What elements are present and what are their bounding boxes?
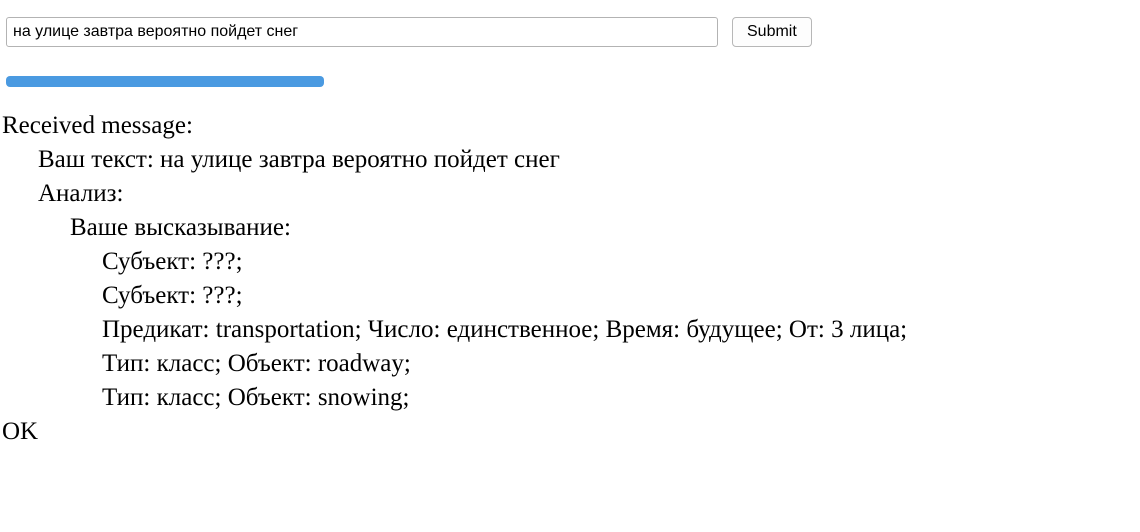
result-line: Ваше высказывание: xyxy=(70,214,291,241)
result-line: Субъект: ???; xyxy=(102,248,243,275)
results-heading: Received message: xyxy=(2,112,193,139)
result-line: Ваш текст: на улице завтра вероятно пойдет снег xyxy=(38,146,560,173)
result-line: Тип: класс; Объект: roadway; xyxy=(102,350,411,377)
result-line: Тип: класс; Объект: snowing; xyxy=(102,384,410,411)
result-line: Субъект: ???; xyxy=(102,282,243,309)
results-panel xyxy=(0,109,1140,449)
submit-button[interactable]: Submit xyxy=(732,17,812,47)
message-input[interactable] xyxy=(6,17,718,47)
progress-bar-track xyxy=(6,76,324,87)
status-text: OK xyxy=(2,418,39,445)
result-line: Анализ: xyxy=(38,180,124,207)
result-line: Предикат: transportation; Число: единственное; Время: будущее; От: 3 лица; xyxy=(102,316,908,343)
progress-bar-fill xyxy=(6,76,324,87)
message-form xyxy=(0,0,1140,47)
